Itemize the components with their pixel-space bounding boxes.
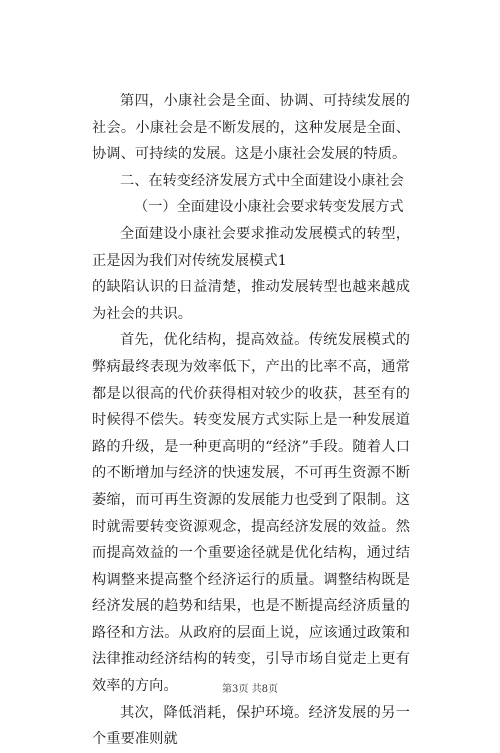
page-number-footer: 第3页 共8页 bbox=[222, 684, 278, 695]
paragraph-optimize-structure: 首先，优化结构，提高效益。传统发展模式的弊病最终表现为效率低下，产出的比率不高，通常都是以很高的代价获得相对较少的收获，甚至有的时候得不偿失。转变发展方式实际上是一种发展道路的升级，是一种更高明的“经济”手段。随着人口的不断增加与经济的快速发展，不可再生资源不断萎缩，而可再生资源的发展能力也受到了限制。这时就需要转变资源观念，提高经济发展的效益。然而提高效益的一个重要途径就是优化结构，通过结构调整来提高整个经济运行的质量。调整结构既是经济发展的趋势和结果，也是不断提高经济质量的路径和方法。从政府的层面上说，应该通过政策和法律推动经济结构的转变，引导市场自觉走上更有效率的方向。 bbox=[92, 332, 410, 695]
paragraph-reduce-consumption: 其次，降低消耗，保护环境。经济发展的另一个重要准则就 bbox=[92, 704, 410, 748]
paragraph-fourth-point: 第四，小康社会是全面、协调、可持续发展的社会。小康社会是不断发展的，这种发展是全面、协调、可持续的发展。这是小康社会发展的特质。 bbox=[92, 93, 410, 163]
document-body bbox=[92, 88, 410, 753]
paragraph-transformation: 全面建设小康社会要求推动发展模式的转型，正是因为我们对传统发展模式1 bbox=[92, 225, 410, 269]
paragraph-consensus: 的缺陷认识的日益清楚，推动发展转型也越来越成为社会的共识。 bbox=[92, 279, 410, 322]
sub-heading: （一）全面建设小康社会要求转变发展方式 bbox=[134, 199, 404, 216]
section-heading: 二、在转变经济发展方式中全面建设小康社会 bbox=[120, 172, 404, 189]
